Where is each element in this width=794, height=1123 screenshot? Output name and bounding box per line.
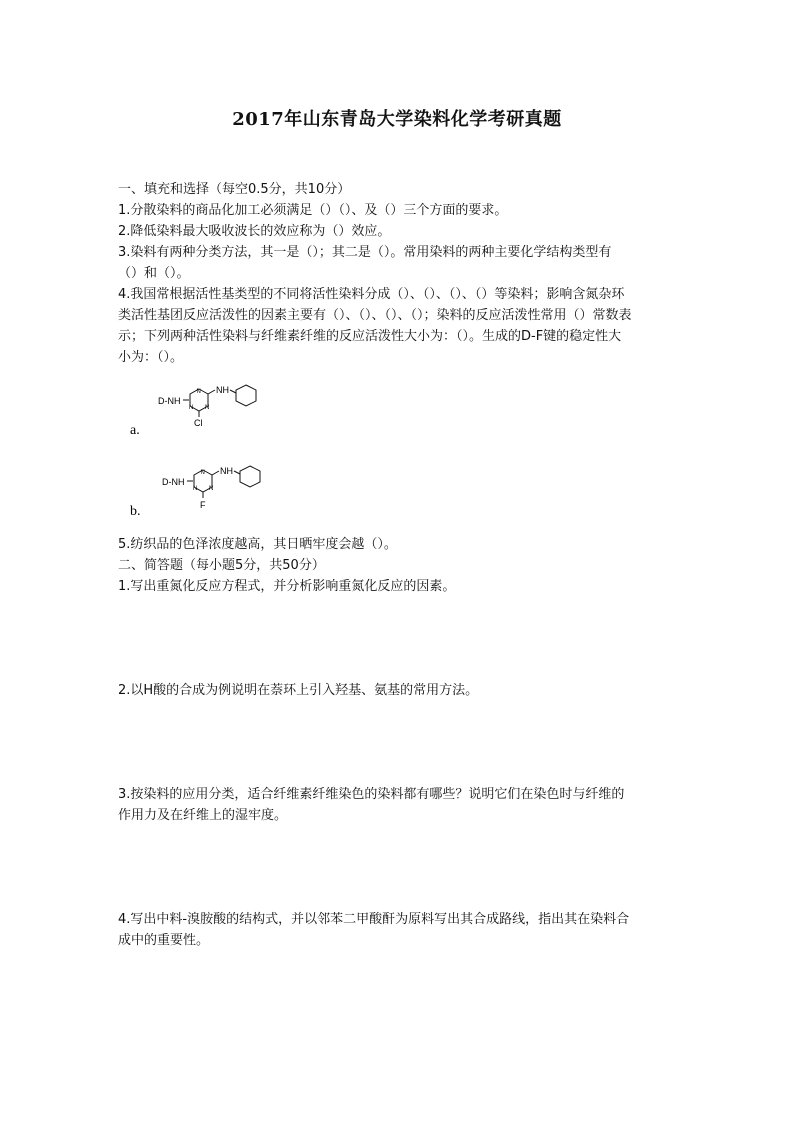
ring-atom: N	[193, 486, 198, 492]
ring-atom: N	[200, 470, 205, 476]
question-1-2: 2.降低染料最大吸收波长的效应称为（）效应。	[118, 224, 391, 239]
section1-heading: 一、填充和选择（每空0.5分，共10分）	[118, 182, 351, 197]
structure-b	[128, 461, 278, 521]
section2-heading: 二、简答题（每小题5分，共50分）	[118, 558, 325, 573]
question-2-4-line1: 4.写出中料-溴胺酸的结构式，并以邻苯二甲酸酐为原料写出其合成路线，指出其在染料合	[118, 912, 630, 927]
ring-atom: N	[189, 405, 194, 411]
question-1-4-line1: 4.我国常根据活性基类型的不同将活性染料分成（）、（）、（）、（）等染料；影响含氮杂环	[118, 287, 625, 302]
question-1-5: 5.纺织品的色泽浓度越高，其日晒牢度会越（）。	[118, 537, 397, 552]
page-title: 2017年山东青岛大学染料化学考研真题	[232, 109, 562, 130]
question-2-3-line1: 3.按染料的应用分类，适合纤维素纤维染色的染料都有哪些？说明它们在染色时与纤维的	[118, 787, 625, 802]
structure-a-substituent: Cl	[194, 418, 203, 428]
question-2-2: 2.以H酸的合成为例说明在萘环上引入羟基、氨基的常用方法。	[118, 683, 479, 698]
structure-a-label: a.	[130, 423, 140, 438]
structure-b-substituent: F	[200, 500, 206, 510]
ring-atom: N	[205, 405, 210, 411]
question-2-4-line2: 成中的重要性。	[118, 933, 210, 948]
question-1-3-line2: （）和（）。	[118, 266, 190, 281]
question-2-1: 1.写出重氮化反应方程式，并分析影响重氮化反应的因素。	[118, 579, 456, 594]
question-1-4-line4: 小为：（）。	[118, 350, 184, 365]
benzene-ring	[240, 466, 260, 487]
question-1-3-line1: 3.染料有两种分类方法，其一是（）；其二是（）。常用染料的两种主要化学结构类型有	[118, 245, 612, 260]
ring-atom: N	[196, 389, 201, 395]
structure-b-right-group: NH	[220, 466, 233, 476]
question-1-4-line2: 类活性基团反应活泼性的因素主要有（）、（）、（）、（）；染料的反应活泼性常用（）常数表	[118, 308, 632, 323]
ring-atom: N	[209, 486, 214, 492]
question-1-4-line3: 示；下列两种活性染料与纤维素纤维的反应活泼性大小为：（）。生成的D-F键的稳定性大	[118, 329, 622, 344]
question-2-3-line2: 作用力及在纤维上的湿牢度。	[118, 808, 288, 823]
benzene-ring	[236, 385, 256, 406]
structure-a-right-group: NH	[216, 385, 229, 395]
question-1-1: 1.分散染料的商品化加工必须满足（）（）、及（）三个方面的要求。	[118, 203, 508, 218]
structure-b-label: b.	[130, 504, 141, 519]
structure-a	[128, 380, 278, 440]
structure-a-left-group: D-NH	[158, 396, 181, 406]
structure-b-left-group: D-NH	[162, 477, 185, 487]
